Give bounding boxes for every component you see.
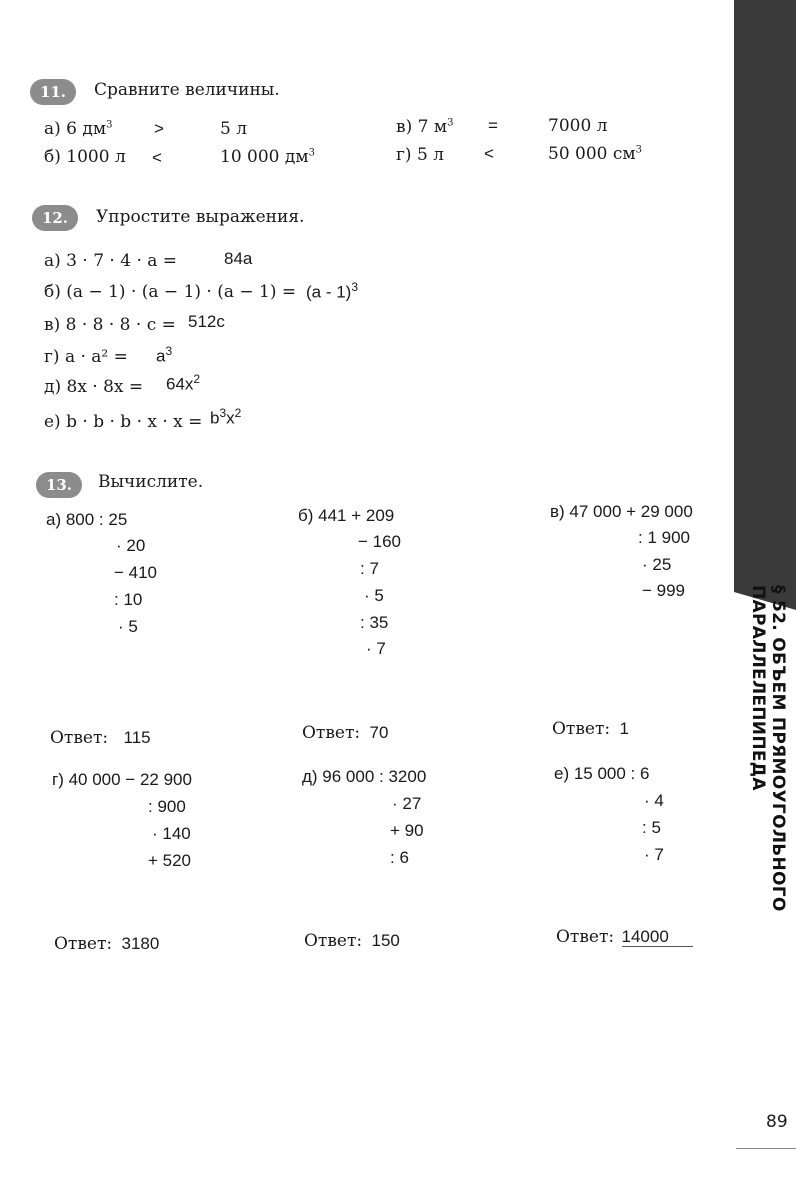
task-11-badge: 11. — [30, 79, 76, 105]
task-12-badge: 12. — [32, 205, 78, 231]
calc-a-line-2: · 20 — [116, 536, 146, 555]
calc-v-line-1: в) 47 000 + 29 000 — [550, 502, 693, 521]
task-13-badge: 13. — [36, 472, 82, 498]
calc-a-line-1: а) 800 : 25 — [46, 510, 128, 529]
task-12-expr-g: г) a · a² = — [44, 347, 128, 367]
task-12-expr-v: в) 8 · 8 · 8 · c = — [44, 315, 176, 335]
task-12-answer-a: 84a — [224, 249, 253, 268]
calc-b-line-6: · 7 — [366, 639, 386, 658]
task-13-title: Вычислите. — [98, 472, 204, 492]
answer-v: Ответ: 1 — [552, 719, 629, 739]
task-11-item-b: б) 1000 л — [44, 147, 126, 167]
task-12-answer-v: 512c — [188, 312, 225, 331]
calc-e-line-1: е) 15 000 : 6 — [554, 764, 650, 783]
calc-a-line-4: : 10 — [114, 590, 143, 609]
calc-v-line-4: − 999 — [642, 581, 686, 600]
calc-b-line-5: : 35 — [360, 613, 389, 632]
task-11-item-g: г) 5 л — [396, 145, 444, 165]
calc-g-line-4: + 520 — [148, 851, 192, 870]
task-11-item-a: а) 6 $дм^3$ — [44, 119, 113, 139]
answer-d: Ответ: 150 — [304, 931, 400, 951]
task-12-expr-a: а) 3 · 7 · 4 · a = — [44, 251, 178, 271]
calc-g-line-1: г) 40 000 − 22 900 — [52, 770, 192, 789]
calc-d-line-3: + 90 — [390, 821, 424, 840]
answer-e: Ответ: 14000 — [556, 927, 693, 947]
task-12-answer-e: $b^3x^2$ — [210, 406, 242, 428]
calc-d-line-1: д) 96 000 : 3200 — [302, 767, 427, 786]
task-11-item-b-sign: < — [152, 148, 162, 167]
answer-g: Ответ: 3180 — [54, 934, 160, 954]
calc-d-line-4: : 6 — [390, 848, 409, 867]
calc-b-line-4: · 5 — [364, 586, 384, 605]
task-12-title: Упростите выражения. — [96, 207, 305, 227]
calc-b-line-1: б) 441 + 209 — [298, 506, 395, 525]
task-12-expr-d: д) 8x · 8x = — [44, 377, 144, 397]
calc-e-line-2: · 4 — [644, 791, 664, 810]
footer-rule — [736, 1148, 796, 1149]
task-11-item-v-right: 7000 л — [548, 116, 608, 136]
section-sidebar — [734, 0, 796, 1182]
task-11-item-g-right: 50 000 $см^3$ — [548, 144, 643, 164]
calc-b-line-3: : 7 — [360, 559, 379, 578]
task-11-title: Сравните величины. — [94, 80, 280, 100]
section-title: § 52. ОБЪЕМ ПРЯМОУГОЛЬНОГО ПАРАЛЛЕЛЕПИПЕДА — [748, 585, 788, 912]
task-11-item-v-sign: = — [488, 116, 498, 135]
task-11-item-v: в) 7 $м^3$ — [396, 117, 454, 137]
task-11-item-g-sign: < — [484, 144, 494, 163]
task-12-expr-e: е) b · b · b · x · x = — [44, 412, 203, 432]
page-number: 89 — [766, 1112, 788, 1132]
calc-e-line-4: · 7 — [644, 845, 664, 864]
task-11-item-a-right: 5 л — [220, 119, 248, 139]
calc-g-line-3: · 140 — [152, 824, 191, 843]
sidebar-dark-band — [734, 0, 796, 580]
calc-a-line-3: − 410 — [114, 563, 158, 582]
task-12-answer-b: (a - 1)$^3$ — [306, 280, 359, 302]
calc-g-line-2: : 900 — [148, 797, 186, 816]
answer-b: Ответ: 70 — [302, 723, 389, 743]
calc-v-line-2: : 1 900 — [638, 528, 690, 547]
calc-a-line-5: · 5 — [118, 617, 138, 636]
answer-a: Ответ: 115 — [50, 728, 151, 748]
task-11-item-a-sign: > — [154, 119, 164, 138]
calc-e-line-3: : 5 — [642, 818, 661, 837]
calc-d-line-2: · 27 — [392, 794, 422, 813]
task-11-item-b-right: 10 000 $дм^3$ — [220, 147, 315, 167]
task-12-answer-d: $64x^2$ — [166, 372, 201, 394]
task-12-answer-g: $a^3$ — [156, 344, 173, 366]
task-12-expr-b: б) (a − 1) · (a − 1) · (a − 1) = — [44, 282, 297, 302]
calc-v-line-3: · 25 — [642, 555, 672, 574]
calc-b-line-2: − 160 — [358, 532, 402, 551]
